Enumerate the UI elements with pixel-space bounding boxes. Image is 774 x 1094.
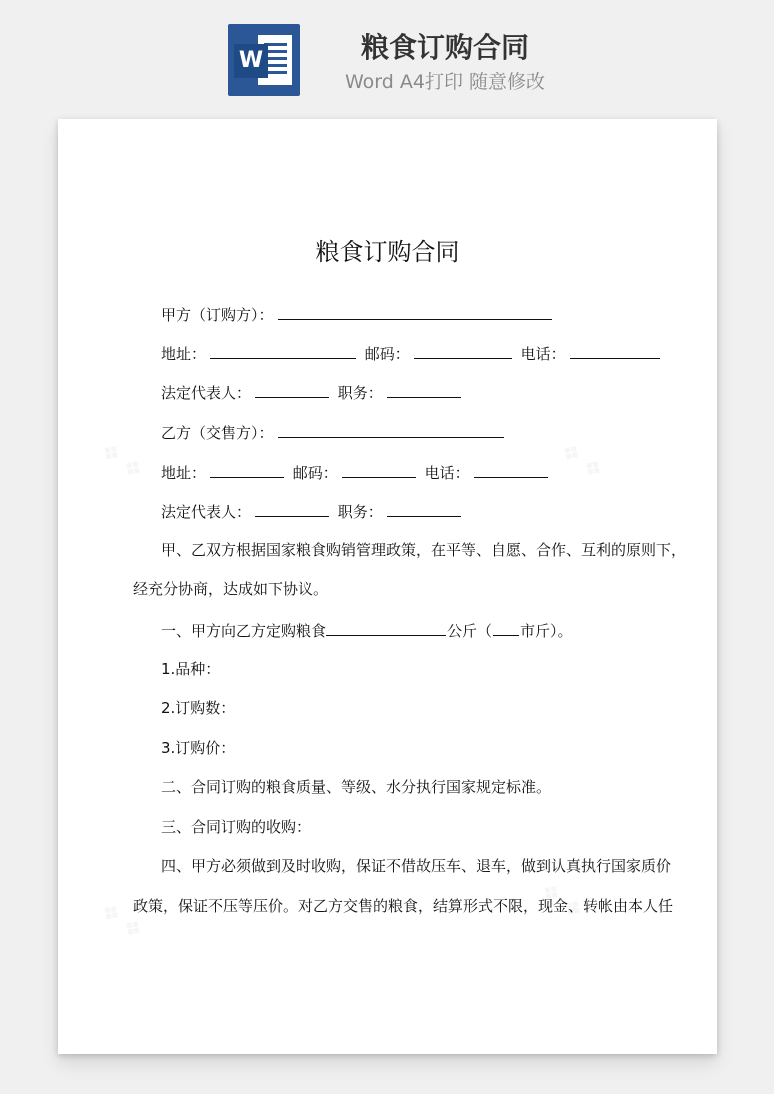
intro-line-1: 甲、乙双方根据国家粮食购销管理政策，在平等、自愿、合作、互利的原则下，	[161, 541, 687, 559]
legal-rep-blank[interactable]	[255, 379, 329, 398]
kg-blank[interactable]	[326, 617, 446, 636]
clause-1-suffix: 市斤）。	[520, 622, 573, 640]
party-b-label: 乙方（交售方）：	[161, 424, 274, 442]
position-blank[interactable]	[387, 379, 461, 398]
postcode-label: 邮码：	[292, 464, 338, 482]
party-b-row	[161, 419, 508, 445]
intro-line-2: 经充分协商，达成如下协议。	[133, 580, 329, 598]
document-page	[58, 119, 717, 1054]
postcode-blank[interactable]	[342, 459, 416, 478]
watermark-mark	[95, 438, 147, 485]
postcode-blank[interactable]	[414, 340, 512, 359]
party-b-rep-row	[161, 498, 465, 524]
clause-3: 三、合同订购的收购：	[161, 818, 312, 836]
legal-rep-label: 法定代表人：	[161, 384, 252, 402]
clause-1-prefix: 一、甲方向乙方定购粮食	[161, 622, 327, 640]
party-b-address-row	[161, 459, 552, 485]
word-logo-icon	[228, 24, 300, 96]
address-label: 地址：	[161, 345, 207, 363]
position-label: 职务：	[337, 503, 383, 521]
clause-1-mid: 公斤（	[447, 622, 493, 640]
item-price: 3.订购价：	[161, 739, 236, 757]
item-quantity: 2.订购数：	[161, 699, 236, 717]
position-blank[interactable]	[387, 498, 461, 517]
legal-rep-label: 法定代表人：	[161, 503, 252, 521]
phone-blank[interactable]	[570, 340, 660, 359]
position-label: 职务：	[337, 384, 383, 402]
address-blank[interactable]	[210, 340, 356, 359]
party-a-label: 甲方（订购方）：	[161, 306, 274, 324]
phone-label: 电话：	[520, 345, 566, 363]
legal-rep-blank[interactable]	[255, 498, 329, 517]
address-label: 地址：	[161, 464, 207, 482]
phone-blank[interactable]	[474, 459, 548, 478]
document-title: 粮食订购合同	[315, 238, 460, 266]
postcode-label: 邮码：	[364, 345, 410, 363]
phone-label: 电话：	[424, 464, 470, 482]
party-a-row	[161, 301, 556, 327]
item-variety: 1.品种：	[161, 660, 221, 678]
word-letter: W	[234, 44, 268, 78]
jin-blank[interactable]	[493, 617, 519, 636]
banner-subtitle: Word A4打印 随意修改	[344, 71, 545, 93]
watermark-mark	[555, 438, 607, 485]
party-a-address-row	[161, 340, 664, 366]
clause-1-row	[161, 617, 573, 643]
party-a-blank[interactable]	[278, 301, 552, 320]
clause-2: 二、合同订购的粮食质量、等级、水分执行国家规定标准。	[161, 778, 552, 796]
party-a-rep-row	[161, 379, 465, 405]
header-banner	[0, 0, 774, 110]
clause-4-line-1: 四、甲方必须做到及时收购，保证不借故压车、退车，做到认真执行国家质价	[161, 857, 672, 875]
address-blank[interactable]	[210, 459, 284, 478]
party-b-blank[interactable]	[278, 419, 504, 438]
clause-4-line-2: 政策，保证不压等压价。对乙方交售的粮食，结算形式不限，现金、转帐由本人任	[133, 897, 674, 915]
banner-title: 粮食订购合同	[360, 31, 529, 64]
